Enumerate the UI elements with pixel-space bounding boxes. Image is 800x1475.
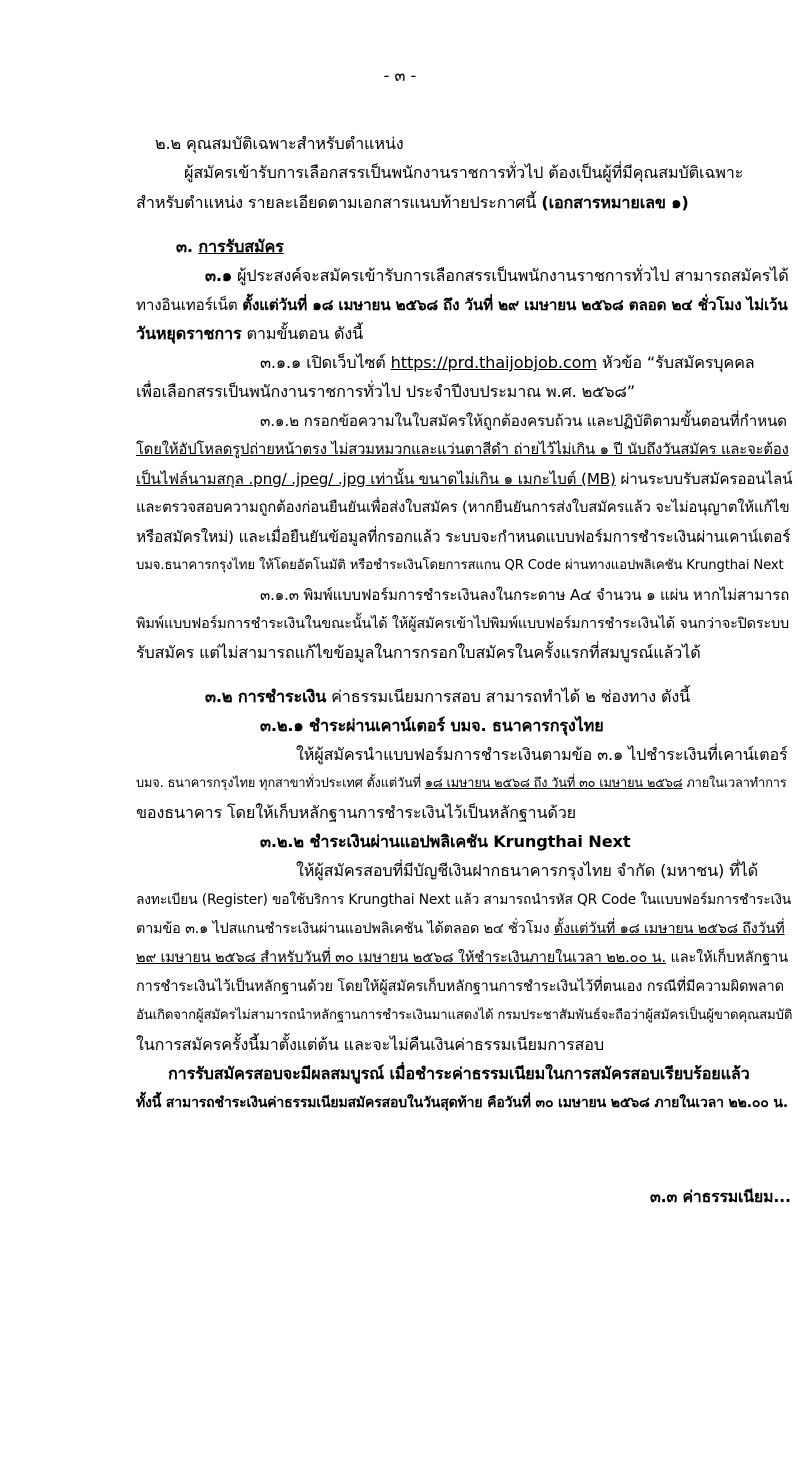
section-3-1-2-line6: บมจ.ธนาคารกรุงไทย ให้โดยอัตโนมัติ หรือชำระเงินโดยการสแกน QR Code ผ่านทางแอปพลิเคชัน Krungthai Next — [136, 558, 784, 573]
next-page-continuation: ๓.๓ ค่าธรรมเนียม... — [650, 1187, 791, 1206]
section-3-1-line2: ทางอินเทอร์เน็ต ตั้งแต่วันที่ ๑๘ เมษายน ๒๕๖๘ ถึง วันที่ ๒๙ เมษายน ๒๕๖๘ ตลอด ๒๔ ชั่วโมง ไม่เว้น — [136, 296, 788, 314]
section-2-2-para-line2: สำหรับตำแหน่ง รายละเอียดตามเอกสารแนบท้ายประกาศนี้ (เอกสารหมายเลข ๑) — [136, 193, 689, 212]
section-3-2-2-line2: ลงทะเบียน (Register) ขอใช้บริการ Krungthai Next แล้ว สามารถนำรหัส QR Code ในแบบฟอร์มการชำระเงิน — [136, 892, 792, 908]
section-3-1-2-line2: โดยให้อัปโหลดรูปถ่ายหน้าตรง ไม่สวมหมวกและแว่นตาสีดำ ถ่ายไว้ไม่เกิน ๑ ปี นับถึงวันสมัคร และจะต้อง — [136, 441, 789, 458]
section-3-1-2-line4: และตรวจสอบความถูกต้องก่อนยืนยันเพื่อส่งใบสมัคร (หากยืนยันการส่งใบสมัครแล้ว จะไม่อนุญาตให้แก้ไข — [136, 499, 790, 516]
section-3-2-2-heading: ๓.๒.๒ ชำระเงินผ่านแอปพลิเคชัน Krungthai Next — [260, 832, 631, 851]
section-3-1-2-line5: หรือสมัครใหม่) และเมื่อยืนยันข้อมูลที่กรอกแล้ว ระบบจะกำหนดแบบฟอร์มการชำระเงินผ่านเคาน์เตอร์ — [136, 528, 791, 546]
section-3-1-2-line1: ๓.๑.๒ กรอกข้อความในใบสมัครให้ถูกต้องครบถ้วน และปฏิบัติตามขั้นตอนที่กำหนด — [260, 412, 787, 430]
section-3-1-line1: ๓.๑ ผู้ประสงค์จะสมัครเข้ารับการเลือกสรรเป็นพนักงานราชการทั่วไป สามารถสมัครได้ — [205, 266, 789, 285]
section-3-2-2-line1: ให้ผู้สมัครสอบที่มีบัญชีเงินฝากธนาคารกรุงไทย จำกัด (มหาชน) ที่ได้ — [296, 861, 759, 880]
website-link[interactable]: https://prd.thaijobjob.com — [390, 353, 597, 372]
section-3-2-2-line6: อันเกิดจากผู้สมัครไม่สามารถนำหลักฐานการชำระเงินมาแสดงได้ กรมประชาสัมพันธ์จะถือว่าผู้สมัครเป็นผู้ขาดคุณสมบัติ — [136, 1008, 793, 1023]
page-number: - ๓ - — [383, 66, 417, 85]
section-3-1-line3: วันหยุดราชการ ตามขั้นตอน ดังนี้ — [136, 324, 364, 343]
section-2-2-heading: ๒.๒ คุณสมบัติเฉพาะสำหรับตำแหน่ง — [155, 134, 404, 153]
final-note-line1: การรับสมัครสอบจะมีผลสมบูรณ์ เมื่อชำระค่าธรรมเนียมในการสมัครสอบเรียบร้อยแล้ว — [168, 1064, 750, 1083]
section-3-2-1-line3: ของธนาคาร โดยให้เก็บหลักฐานการชำระเงินไว้เป็นหลักฐานด้วย — [136, 803, 577, 822]
section-3-2-1-line1: ให้ผู้สมัครนำแบบฟอร์มการชำระเงินตามข้อ ๓.๑ ไปชำระเงินที่เคาน์เตอร์ — [296, 745, 788, 764]
section-3-2-2-line3: ตามข้อ ๓.๑ ไปสแกนชำระเงินผ่านแอปพลิเคชัน ได้ตลอด ๒๔ ชั่วโมง ตั้งแต่วันที่ ๑๘ เมษายน ๒๕๖๘ ถึงวันที่ — [136, 921, 785, 937]
section-3-1-3-line3: รับสมัคร แต่ไม่สามารถแก้ไขข้อมูลในการกรอกใบสมัครในครั้งแรกที่สมบูรณ์แล้วได้ — [136, 643, 701, 662]
section-3-2-2-line7: ในการสมัครครั้งนี้มาตั้งแต่ต้น และจะไม่คืนเงินค่าธรรมเนียมการสอบ — [136, 1035, 604, 1054]
section-3-1-3-line1: ๓.๑.๓ พิมพ์แบบฟอร์มการชำระเงินลงในกระดาษ A๔ จำนวน ๑ แผ่น หากไม่สามารถ — [260, 586, 790, 604]
section-3-1-2-line3: เป็นไฟล์นามสกุล .png/ .jpeg/ .jpg เท่านั้น ขนาดไม่เกิน ๑ เมกะไบต์ (MB) ผ่านระบบรับสมัครออนไลน์ — [136, 470, 793, 488]
section-3-heading: ๓. การรับสมัคร — [176, 237, 284, 256]
section-3-1-1-line1: ๓.๑.๑ เปิดเว็บไซต์ https://prd.thaijobjob.com หัวข้อ “รับสมัครบุคคล — [260, 353, 755, 372]
section-3-1-3-line2: พิมพ์แบบฟอร์มการชำระเงินในขณะนั้นได้ ให้ผู้สมัครเข้าไปพิมพ์แบบฟอร์มการชำระเงินได้ จนกว่าจะปิดระบบ — [136, 616, 789, 632]
attachment-reference: (เอกสารหมายเลข ๑) — [541, 193, 689, 212]
section-3-2-2-line4: ๒๙ เมษายน ๒๕๖๘ สำหรับวันที่ ๓๐ เมษายน ๒๕๖๘ ให้ชำระเงินภายในเวลา ๒๒.๐๐ น. และให้เก็บหลักฐาน — [136, 949, 788, 966]
section-2-2-para-line1: ผู้สมัครเข้ารับการเลือกสรรเป็นพนักงานราชการทั่วไป ต้องเป็นผู้ที่มีคุณสมบัติเฉพาะ — [184, 163, 744, 182]
section-3-2-1-line2: บมจ. ธนาคารกรุงไทย ทุกสาขาทั่วประเทศ ตั้งแต่วันที่ ๑๘ เมษายน ๒๕๖๘ ถึง วันที่ ๓๐ เมษายน ๒๕๖๘ ภายในเวลาทำการ — [136, 776, 787, 791]
section-3-2-1-heading: ๓.๒.๑ ชำระผ่านเคาน์เตอร์ บมจ. ธนาคารกรุงไทย — [260, 716, 604, 735]
section-3-1-1-line2: เพื่อเลือกสรรเป็นพนักงานราชการทั่วไป ประจำปีงบประมาณ พ.ศ. ๒๕๖๘” — [136, 382, 635, 401]
section-3-2-line: ๓.๒ การชำระเงิน ค่าธรรมเนียมการสอบ สามารถทำได้ ๒ ช่องทาง ดังนี้ — [205, 687, 690, 706]
section-3-2-2-line5: การชำระเงินไว้เป็นหลักฐานด้วย โดยให้ผู้สมัครเก็บหลักฐานการชำระเงินไว้ที่ตนเอง กรณีที่มีความผิดพลาด — [136, 978, 784, 995]
final-note-line2: ทั้งนี้ สามารถชำระเงินค่าธรรมเนียมสมัครสอบในวันสุดท้าย คือวันที่ ๓๐ เมษายน ๒๕๖๘ ภายในเวลา ๒๒.๐๐ น. — [136, 1095, 788, 1111]
